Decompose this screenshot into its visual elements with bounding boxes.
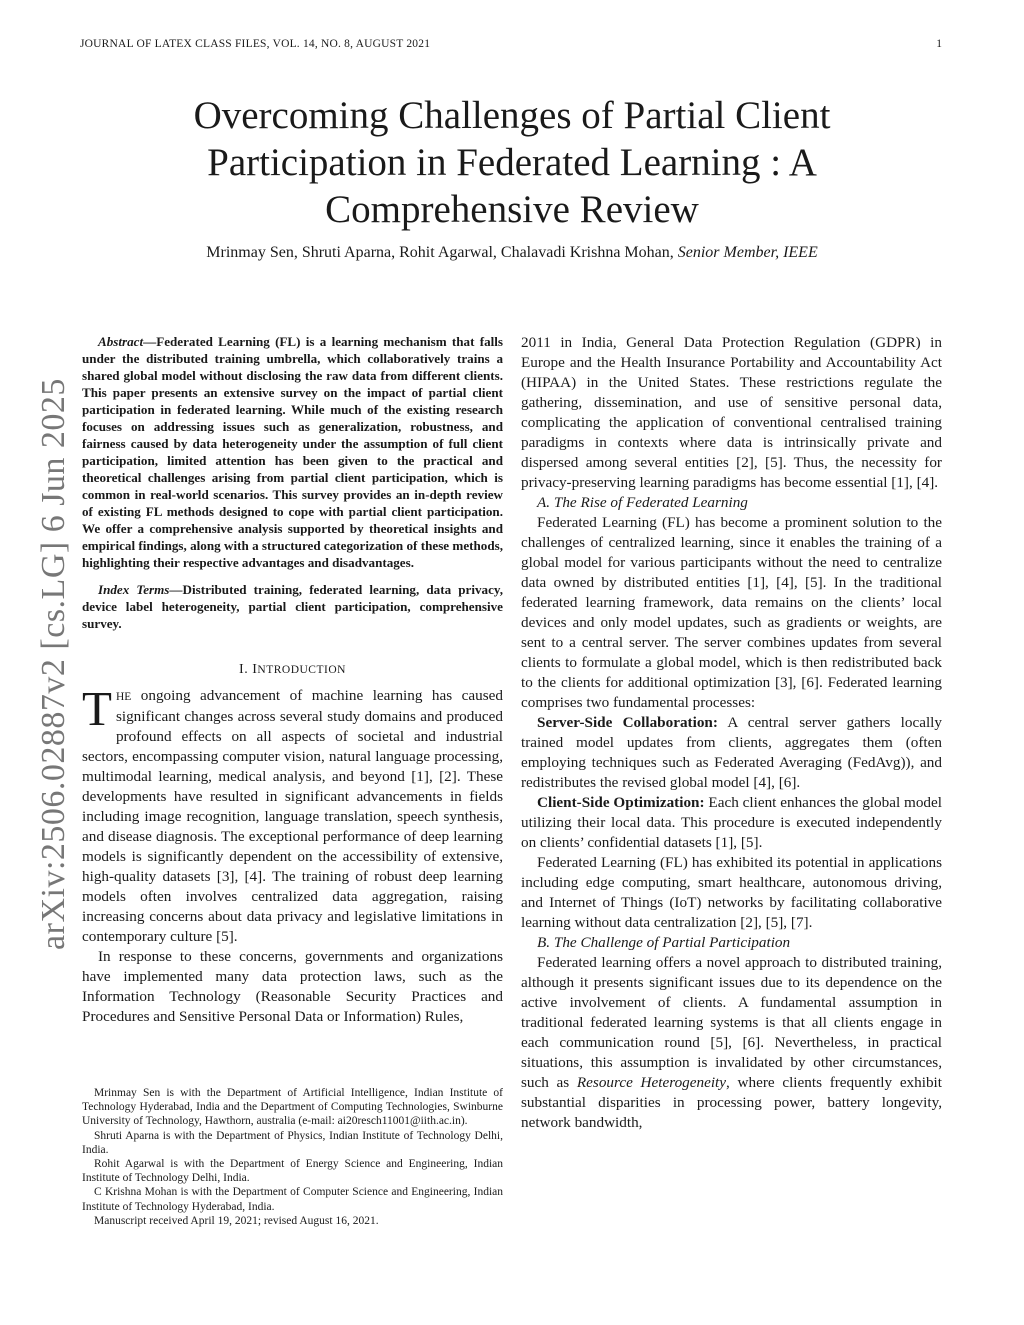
footnote-author-2: Shruti Aparna is with the Department of Physics, Indian Institute of Technology Delhi, India. [82, 1129, 503, 1156]
intro-paragraph-1-text: ongoing advancement of machine learning has caused significant changes across several study domains and produced profound effects on all aspects of societal and industrial sectors, encompassing computer vision, natural language processing, multimodal learning, medical analysis, and beyond [1], [2]. These developments have resulted in significant advancements in fields including image recognition, language translation, speech synthesis, and disease diagnosis. The exceptional performance of deep learning models is significantly dependent on the accessibility of extensive, high-quality datasets [3], [4]. The training of robust deep learning models often involves centralized data aggregation, raising increasing concerns about data privacy and legislative limitations in contemporary culture [5]. [82, 687, 503, 945]
challenge-paragraph-1 [521, 953, 942, 1133]
author-affiliation-note: Senior Member, IEEE [677, 244, 818, 261]
index-terms-label: Index Terms [98, 582, 170, 597]
server-side-label: Server-Side Collaboration: [537, 714, 718, 731]
page-number: 1 [936, 38, 942, 50]
client-side-label: Client-Side Optimization: [537, 794, 705, 811]
index-terms-text: —Distributed training, federated learning, data privacy, device label heterogeneity, partial client participation, comprehensive survey. [82, 582, 503, 631]
rise-paragraph-4: Federated Learning (FL) has exhibited its potential in applications including edge computing, smart healthcare, autonomous driving, and Internet of Things (IoT) networks by facilitating collaborative learning without data centralization [2], [5], [7]. [521, 854, 942, 931]
abstract [82, 333, 503, 571]
running-head: JOURNAL OF LATEX CLASS FILES, VOL. 14, NO. 8, AUGUST 2021 [80, 38, 431, 50]
section-heading-initial: I [252, 662, 258, 677]
section-heading-introduction [82, 660, 503, 680]
footnotes [82, 1086, 503, 1228]
challenge-text-end: , where clients frequently exhibit substantial disparities in processing power, battery longevity, network bandwidth, [521, 1074, 942, 1131]
right-column [521, 333, 942, 1133]
client-side-paragraph [521, 793, 942, 853]
left-column [82, 333, 503, 1027]
drop-cap: T [82, 681, 112, 736]
footnote-author-3: Rohit Agarwal is with the Department of Energy Science and Engineering, Indian Institute of Technology Delhi, India. [82, 1158, 503, 1185]
challenge-text-start: Federated learning offers a novel approach to distributed training, although it presents significant issues due to its dependence on the active involvement of clients. A fundamental assumption in traditional federated learning systems is that all clients engage in each communication round [5], [6]. Nevertheless, in practical situations, this assumption is invalidated by other circumstances, such as [521, 954, 942, 1091]
server-side-text: A central server gathers locally trained model updates from clients, aggregates them (often employing techniques such as Federated Averaging (FedAvg)), and redistributes the revised global model [4], [6]. [521, 714, 942, 791]
challenge-term: Resource Heterogeneity [576, 1074, 727, 1091]
author-names: Mrinmay Sen, Shruti Aparna, Rohit Agarwal, Chalavadi Krishna Mohan, [206, 244, 678, 261]
subsection-heading-rise: A. The Rise of Federated Learning [537, 494, 748, 511]
index-terms [82, 581, 503, 632]
author-list [80, 244, 944, 262]
intro-paragraph-1 [82, 681, 503, 947]
abstract-text: —Federated Learning (FL) is a learning mechanism that falls under the distributed training umbrella, which collaboratively trains a shared global model without disclosing the raw data from different clients. This paper presents an extensive survey on the impact of partial client participation in federated learning. While much of the existing research focuses on addressing issues such as generalization, robustness, and fairness caused by data heterogeneity under the assumption of full client participation, limited attention has been given to the practical and theoretical challenges arising from partial client participation, which is common in real-world scenarios. This survey provides an in-depth review of existing FL methods designed to cope with partial client participation. We offer a comprehensive analysis supported by theoretical insights and empirical findings, along with a structured categorization of these methods, highlighting their respective advantages and disadvantages. [82, 334, 503, 570]
paper-title: Overcoming Challenges of Partial Client Participation in Federated Learning : A Comprehensive Review [193, 94, 831, 231]
arxiv-identifier[interactable]: arXiv:2506.02887v2 [cs.LG] 6 Jun 2025 [35, 378, 72, 950]
abstract-label: Abstract [98, 334, 144, 349]
intro-paragraph-2: In response to these concerns, governments and organizations have implemented many data protection laws, such as the Information Technology (Reasonable Security Practices and Procedures and Sensitive Personal Data or Information) Rules, [82, 948, 503, 1025]
section-heading-rest: NTRODUCTION [257, 664, 346, 676]
intro-lead-caps: HE [115, 691, 132, 703]
footnote-manuscript: Manuscript received April 19, 2021; revised August 16, 2021. [94, 1214, 379, 1227]
intro-continuation-space: 2011 in India, General Data Protection Regulation (GDPR) in Europe and the Health Insurance Portability and Accountability Act (HIPAA) in the United States. These restrictions regulate the gathering, dissemination, and use of sensitive personal data, complicating the application of conventional centralised training paradigms in contexts where data is intrinsically private and dispersed among several entities [2], [5]. Thus, the necessity for privacy-preserving learning paradigms has become essential [1], [4]. [521, 334, 942, 491]
client-side-text: Each client enhances the global model utilizing their local data. This procedure is executed independently on clients’ confidential datasets [1], [5]. [521, 794, 942, 851]
footnote-author-1: Mrinmay Sen is with the Department of Artificial Intelligence, Indian Institute of Technology Hyderabad, India and the Department of Computing Technologies, Swinburne University of Technology, Hawthorn, australia (e-mail: ai20resch11001@iith.ac.in). [82, 1087, 503, 1128]
server-side-paragraph [521, 713, 942, 793]
section-numeral: I. [239, 662, 253, 677]
subsection-heading-challenge: B. The Challenge of Partial Participation [537, 934, 791, 951]
rise-paragraph-1: Federated Learning (FL) has become a prominent solution to the challenges of centralized learning, since it enables the training of a global model for various participants without the need to centralize data owned by distributed entities [1], [4], [5]. In the traditional federated learning framework, data remains on the clients’ local devices and only model updates, such as gradients or weights, are sent to a central server. The server combines updates from several clients to formulate a global model, which is then redistributed back to the clients for additional optimization [3], [6]. Federated learning comprises two fundamental processes: [521, 514, 942, 711]
footnote-author-4: C Krishna Mohan is with the Department of Computer Science and Engineering, Indian Institute of Technology Hyderabad, India. [82, 1186, 503, 1213]
